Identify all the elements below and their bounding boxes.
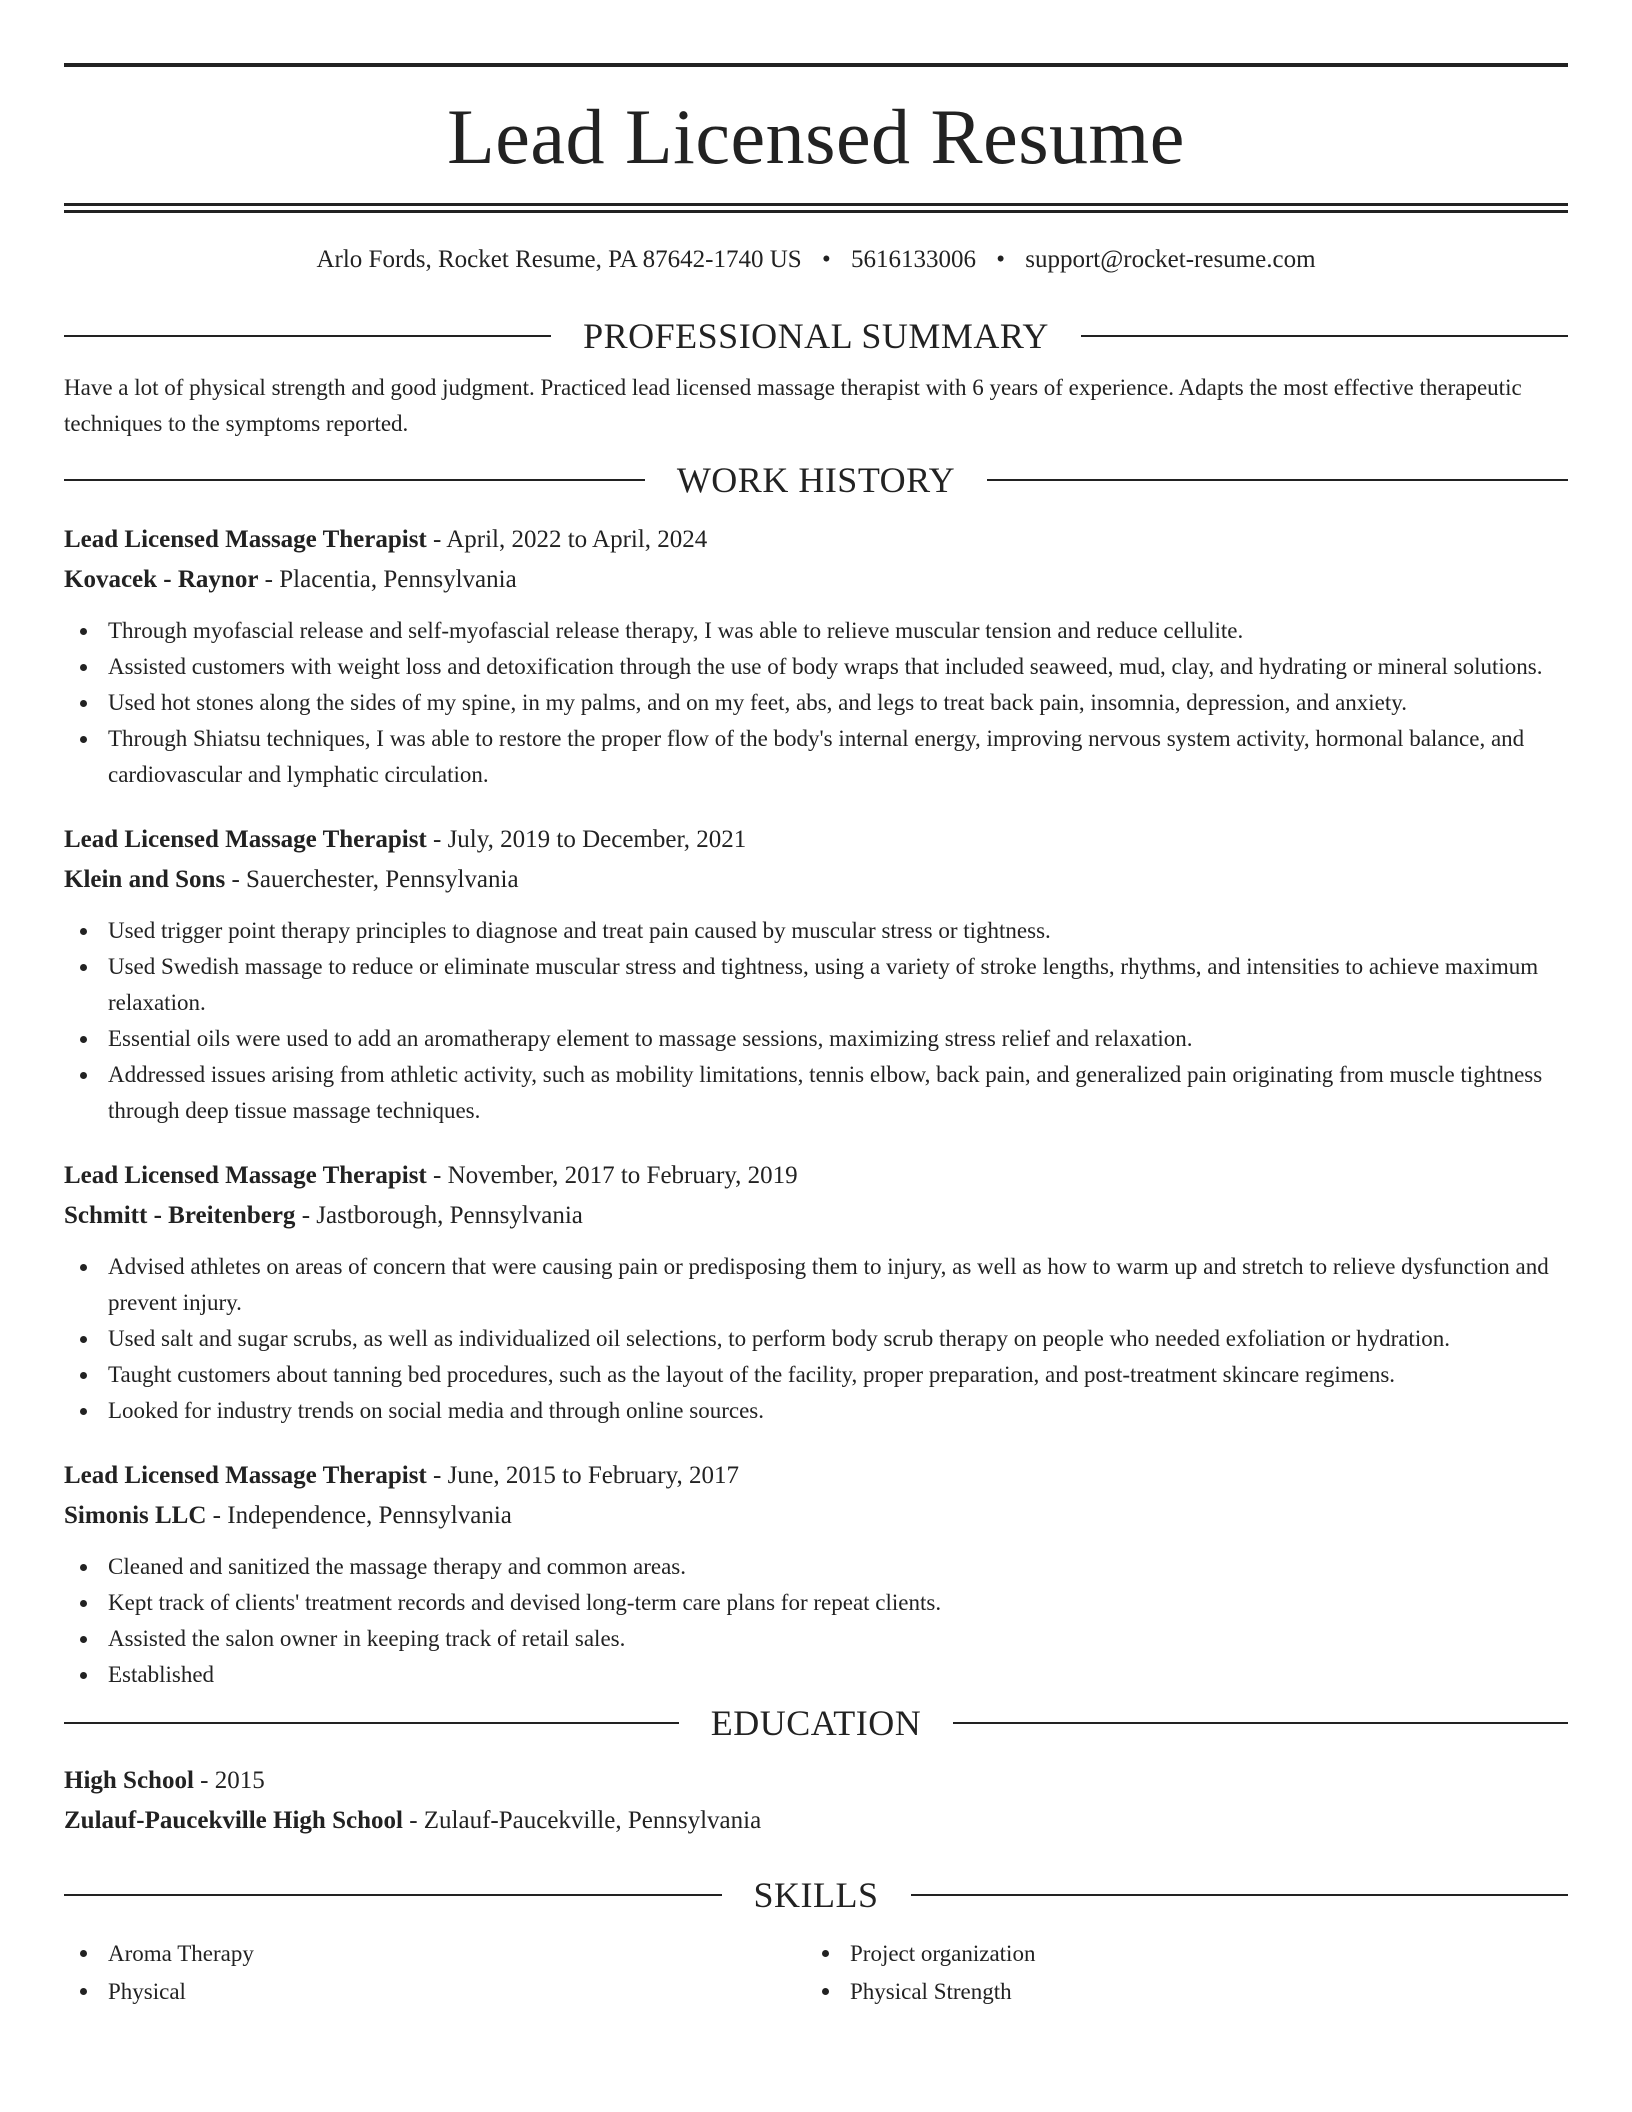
job-company: Kovacek - Raynor bbox=[64, 566, 259, 593]
education-entry bbox=[64, 1763, 1568, 1843]
job-location: - Placentia, Pennsylvania bbox=[258, 566, 517, 593]
list-item: Assisted the salon owner in keeping track of retail sales. bbox=[64, 1621, 1568, 1657]
education-degree: High School bbox=[64, 1767, 194, 1794]
job-entry bbox=[64, 822, 1568, 1129]
job-company: Schmitt - Breitenberg bbox=[64, 1202, 296, 1229]
list-item: Looked for industry trends on social media and through online sources. bbox=[64, 1393, 1568, 1429]
job-location: - Independence, Pennsylvania bbox=[206, 1502, 512, 1529]
skill-item: Physical Strength bbox=[806, 1973, 1548, 2011]
contact-email: support@rocket-resume.com bbox=[1025, 246, 1316, 273]
education-degree-line bbox=[64, 1763, 1568, 1803]
list-item: Established bbox=[64, 1657, 1568, 1693]
list-item: Assisted customers with weight loss and detoxification through the use of body wraps that included seaweed, mud, clay, and hydrating or mineral solutions. bbox=[64, 649, 1568, 685]
summary-heading-label: PROFESSIONAL SUMMARY bbox=[583, 316, 1049, 356]
job-title-line bbox=[64, 522, 1568, 562]
heading-rule-right bbox=[911, 1894, 1569, 1896]
heading-rule-left bbox=[64, 335, 551, 337]
list-item: Used hot stones along the sides of my spine, in my palms, and on my feet, abs, and legs to treat back pain, insomnia, depression, and anxiety. bbox=[64, 685, 1568, 721]
job-dates: - April, 2022 to April, 2024 bbox=[426, 526, 708, 553]
job-location: - Sauerchester, Pennsylvania bbox=[225, 866, 519, 893]
job-location: - Jastborough, Pennsylvania bbox=[295, 1202, 583, 1229]
skill-item: Aroma Therapy bbox=[64, 1935, 806, 1973]
title-double-rule bbox=[64, 203, 1568, 213]
job-bullets bbox=[64, 913, 1568, 1129]
job-title-line bbox=[64, 1158, 1568, 1198]
job-title: Lead Licensed Massage Therapist bbox=[64, 1162, 427, 1189]
skills-heading-label: SKILLS bbox=[753, 1875, 879, 1915]
job-title-line bbox=[64, 1458, 1568, 1498]
job-company-line bbox=[64, 862, 1568, 902]
summary-heading bbox=[64, 314, 1568, 358]
heading-rule-left bbox=[64, 1722, 679, 1724]
list-item: Used Swedish massage to reduce or eliminate muscular stress and tightness, using a variety of stroke lengths, rhythms, and intensities to achieve maximum relaxation. bbox=[64, 949, 1568, 1021]
work-heading bbox=[64, 458, 1568, 502]
job-entry bbox=[64, 522, 1568, 793]
skills-columns bbox=[64, 1935, 1568, 2011]
summary-text: Have a lot of physical strength and good judgment. Practiced lead licensed massage therapist with 6 years of experience. Adapts the most effective therapeutic techniques to the symptoms reported. bbox=[64, 375, 1522, 436]
education-heading-label: EDUCATION bbox=[710, 1703, 922, 1743]
education-heading bbox=[64, 1701, 1568, 1745]
skills-left-column bbox=[64, 1935, 806, 2011]
heading-rule-left bbox=[64, 479, 645, 481]
list-item: Essential oils were used to add an aromatherapy element to massage sessions, maximizing stress relief and relaxation. bbox=[64, 1021, 1568, 1057]
job-title: Lead Licensed Massage Therapist bbox=[64, 526, 427, 553]
list-item: Kept track of clients' treatment records and devised long-term care plans for repeat clients. bbox=[64, 1585, 1568, 1621]
contact-separator: • bbox=[996, 246, 1005, 273]
job-bullets bbox=[64, 1249, 1568, 1429]
heading-rule-left bbox=[64, 1894, 722, 1896]
education-location: - Zulauf-Paucekville, Pennsylvania bbox=[402, 1807, 762, 1834]
job-title: Lead Licensed Massage Therapist bbox=[64, 1462, 427, 1489]
skill-item: Project organization bbox=[806, 1935, 1548, 1973]
work-heading-label: WORK HISTORY bbox=[676, 460, 956, 500]
job-company-line bbox=[64, 1198, 1568, 1238]
list-item: Used trigger point therapy principles to diagnose and treat pain caused by muscular stress or tightness. bbox=[64, 913, 1568, 949]
job-entry bbox=[64, 1158, 1568, 1429]
education-school: Zulauf-Paucekville High School bbox=[64, 1807, 403, 1834]
heading-rule-right bbox=[987, 479, 1568, 481]
job-dates: - July, 2019 to December, 2021 bbox=[426, 826, 747, 853]
heading-rule-right bbox=[953, 1722, 1568, 1724]
contact-phone: 5616133006 bbox=[850, 246, 976, 273]
resume-page bbox=[64, 0, 1568, 2011]
job-company-line bbox=[64, 562, 1568, 602]
job-bullets bbox=[64, 613, 1568, 793]
contact-line bbox=[64, 245, 1568, 275]
job-title: Lead Licensed Massage Therapist bbox=[64, 826, 427, 853]
job-dates: - November, 2017 to February, 2019 bbox=[426, 1162, 798, 1189]
top-rule bbox=[64, 63, 1568, 67]
job-company: Simonis LLC bbox=[64, 1502, 207, 1529]
skills-heading bbox=[64, 1873, 1568, 1917]
job-entry bbox=[64, 1458, 1568, 1693]
skills-right-column bbox=[806, 1935, 1548, 2011]
job-title-line bbox=[64, 822, 1568, 862]
job-company-line bbox=[64, 1498, 1568, 1538]
education-school-line bbox=[64, 1803, 1568, 1843]
list-item: Cleaned and sanitized the massage therapy and common areas. bbox=[64, 1549, 1568, 1585]
resume-title: Lead Licensed Resume bbox=[447, 93, 1185, 180]
heading-rule-right bbox=[1081, 335, 1568, 337]
list-item: Used salt and sugar scrubs, as well as individualized oil selections, to perform body scrub therapy on people who needed exfoliation or hydration. bbox=[64, 1321, 1568, 1357]
contact-address: Arlo Fords, Rocket Resume, PA 87642-1740 US bbox=[316, 246, 802, 273]
list-item: Through myofascial release and self-myofascial release therapy, I was able to relieve muscular tension and reduce cellulite. bbox=[64, 613, 1568, 649]
list-item: Taught customers about tanning bed procedures, such as the layout of the facility, proper preparation, and post-treatment skincare regimens. bbox=[64, 1357, 1568, 1393]
list-item: Through Shiatsu techniques, I was able to restore the proper flow of the body's internal energy, improving nervous system activity, hormonal balance, and cardiovascular and lymphatic circulation. bbox=[64, 721, 1568, 793]
job-dates: - June, 2015 to February, 2017 bbox=[426, 1462, 739, 1489]
list-item: Advised athletes on areas of concern that were causing pain or predisposing them to injury, as well as how to warm up and stretch to relieve dysfunction and prevent injury. bbox=[64, 1249, 1568, 1321]
job-company: Klein and Sons bbox=[64, 866, 226, 893]
list-item: Addressed issues arising from athletic activity, such as mobility limitations, tennis elbow, back pain, and generalized pain originating from muscle tightness through deep tissue massage techniques. bbox=[64, 1057, 1568, 1129]
skill-item: Physical bbox=[64, 1973, 806, 2011]
education-year: - 2015 bbox=[193, 1767, 265, 1794]
job-bullets bbox=[64, 1549, 1568, 1693]
contact-separator: • bbox=[821, 246, 831, 273]
